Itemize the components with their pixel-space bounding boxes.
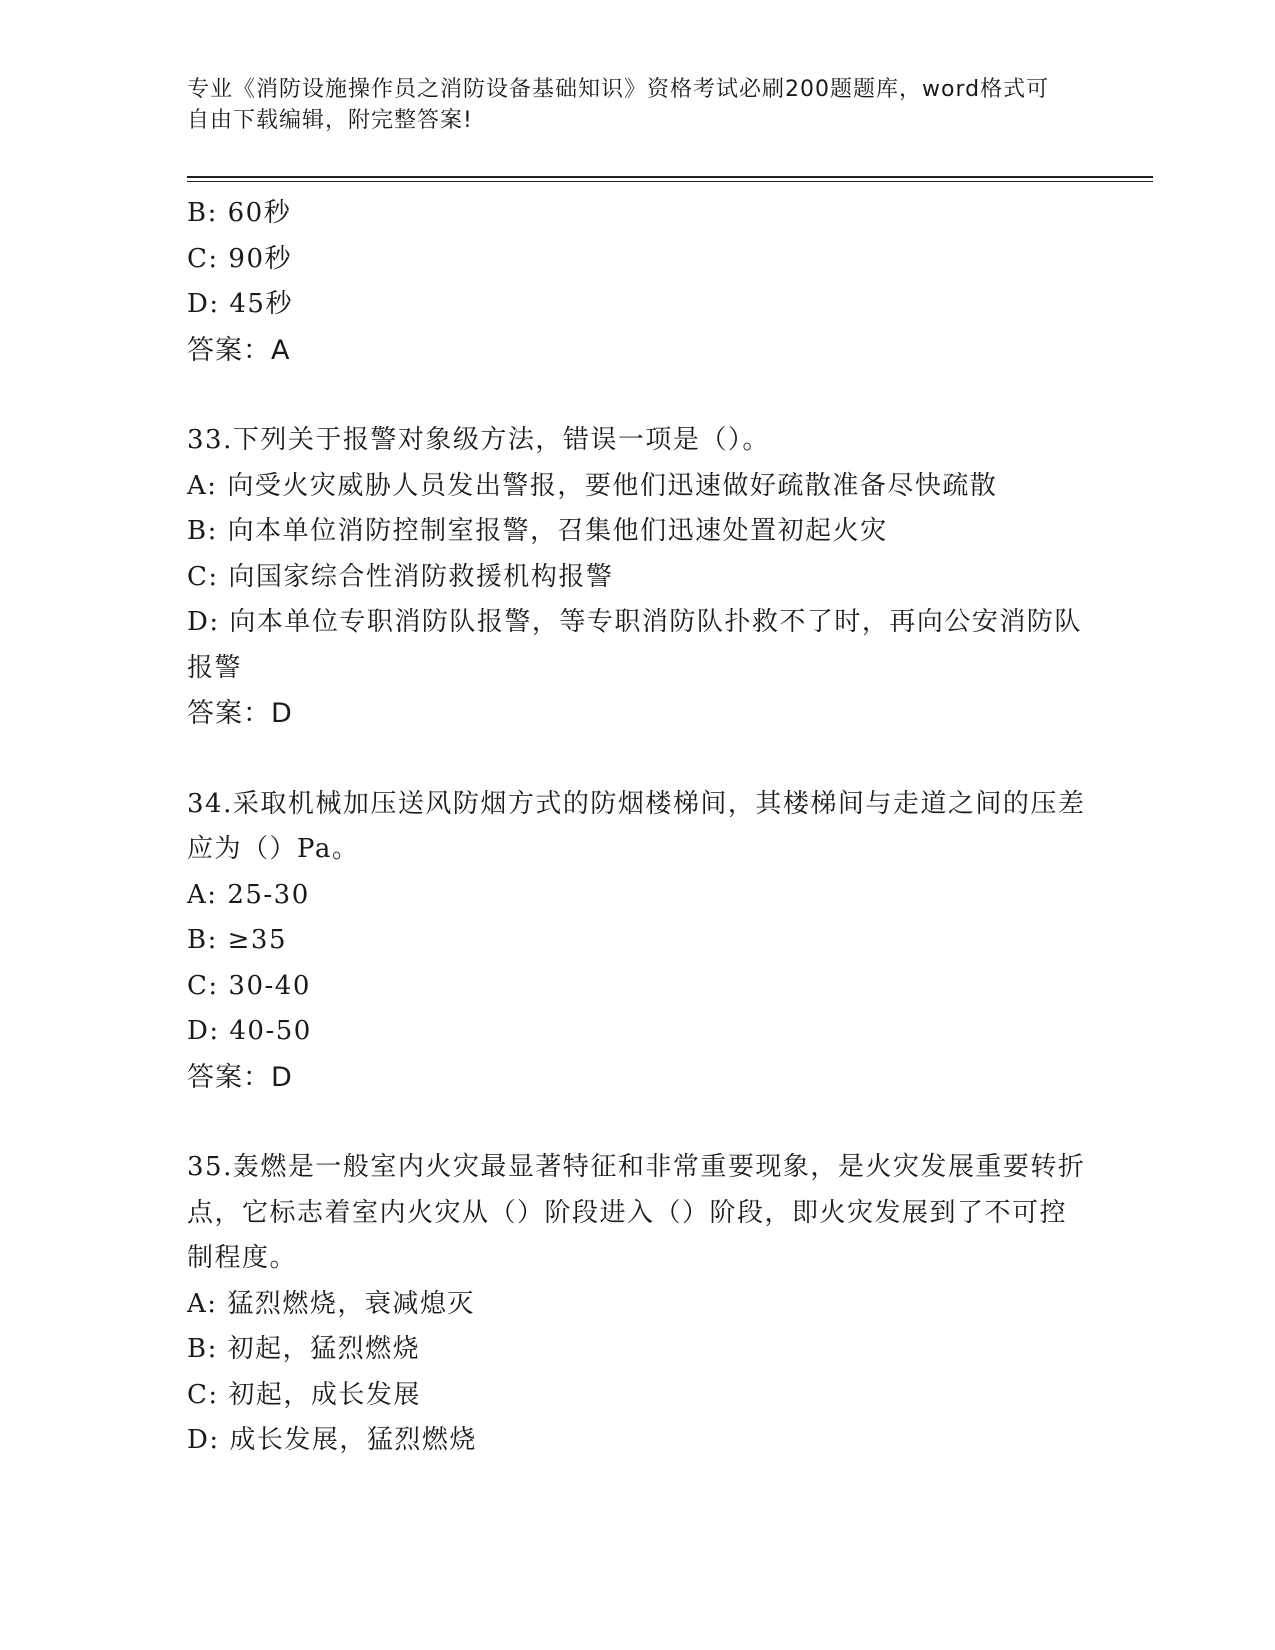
question-stem: 33.下列关于报警对象级方法，错误一项是（）。 [187, 425, 770, 455]
option-text: 90秒 [228, 243, 293, 274]
option-text: 初起，猛烈燃烧 [227, 1334, 421, 1364]
option-label: C: [187, 970, 219, 1001]
option-c [187, 237, 1087, 283]
option-d [187, 282, 1087, 328]
option-label: D: [187, 289, 220, 319]
option-a [187, 873, 1087, 919]
spacer [187, 373, 1087, 418]
option-text: 初起，成长发展 [228, 1379, 421, 1410]
option-c [187, 1373, 1087, 1419]
option-text: 向国家综合性消防救援机构报警 [228, 561, 614, 592]
option-label: D: [187, 607, 220, 637]
option-text: 45秒 [229, 289, 293, 319]
option-text: 向受火灾威胁人员发出警报，要他们迅速做好疏散准备尽快疏散 [227, 470, 998, 501]
option-c [187, 964, 1087, 1010]
option-label: B: [187, 1334, 218, 1364]
option-label: B: [187, 198, 218, 228]
option-b [187, 191, 1087, 237]
answer-line: 答案：D [187, 698, 293, 729]
option-b [187, 918, 1087, 964]
option-text: 成长发展，猛烈燃烧 [229, 1425, 477, 1455]
answer-line: 答案：A [187, 334, 291, 366]
option-text: ≥35 [227, 925, 288, 955]
document-header [187, 74, 1067, 136]
option-d [187, 1009, 1087, 1055]
option-label: A: [187, 1288, 218, 1319]
option-label: C: [187, 1379, 219, 1410]
spacer [187, 737, 1087, 782]
option-c [187, 555, 1087, 601]
option-b [187, 509, 1087, 555]
option-text: 25-30 [227, 879, 310, 910]
option-d [187, 1418, 1087, 1464]
header-rule-thick [187, 176, 1153, 178]
answer-line: 答案：D [187, 1061, 293, 1093]
header-rule-thin [187, 181, 1153, 182]
option-label: D: [187, 1425, 220, 1455]
option-label: C: [187, 561, 219, 592]
option-label: D: [187, 1016, 220, 1046]
question-stem: 34.采取机械加压送风防烟方式的防烟楼梯间，其楼梯间与走道之间的压差应为（）Pa。 [187, 788, 1086, 864]
option-d [187, 600, 1087, 691]
document-body [187, 191, 1087, 1464]
option-label: A: [187, 879, 218, 910]
question-stem: 35.轰燃是一般室内火灾最显著特征和非常重要现象，是火灾发展重要转折点，它标志着室内火灾从（）阶段进入（）阶段，即火灾发展到了不可控制程度。 [187, 1152, 1086, 1273]
question-block-33 [187, 418, 1087, 737]
header-text: 专业《消防设施操作员之消防设备基础知识》资格考试必刷200题题库，word格式可自由下载编辑，附完整答案! [187, 77, 1050, 133]
option-text: 向本单位专职消防队报警，等专职消防队扑救不了时，再向公安消防队报警 [187, 607, 1082, 683]
option-label: B: [187, 925, 218, 955]
question-block-34 [187, 782, 1087, 1101]
question-block-prev [187, 191, 1087, 373]
question-block-35 [187, 1145, 1087, 1464]
option-text: 60秒 [227, 198, 292, 228]
option-text: 猛烈燃烧，衰减熄灭 [227, 1288, 475, 1319]
option-text: 向本单位消防控制室报警，召集他们迅速处置初起火灾 [227, 516, 888, 546]
option-label: B: [187, 516, 218, 546]
option-b [187, 1327, 1087, 1373]
option-label: A: [187, 470, 218, 501]
spacer [187, 1100, 1087, 1145]
option-a [187, 1282, 1087, 1328]
option-text: 30-40 [228, 970, 311, 1001]
option-a [187, 464, 1087, 510]
option-label: C: [187, 243, 219, 274]
option-text: 40-50 [229, 1016, 312, 1046]
